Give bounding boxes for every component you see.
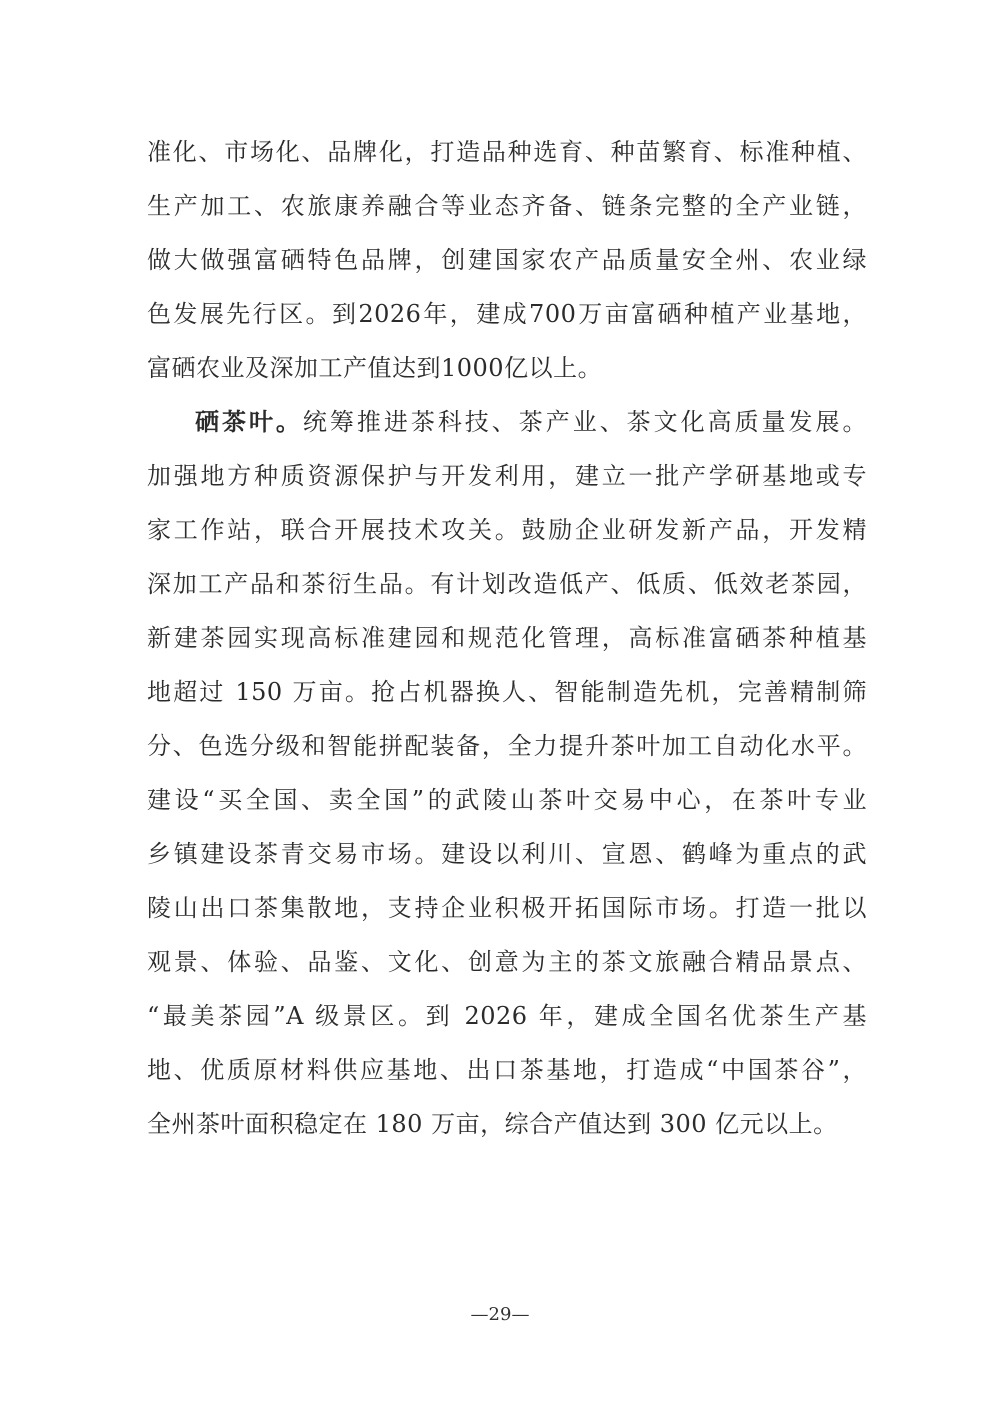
text-line: 地超过 150 万亩。抢占机器换人、智能制造先机，完善精制筛 [147, 678, 867, 706]
text-line: 建设“买全国、卖全国”的武陵山茶叶交易中心，在茶叶专业 [147, 786, 867, 814]
text-line: 做大做强富硒特色品牌，创建国家农产品质量安全州、农业绿 [147, 246, 867, 274]
text-line: 生产加工、农旅康养融合等业态齐备、链条完整的全产业链， [147, 192, 867, 220]
text-line: 观景、体验、品鉴、文化、创意为主的茶文旅融合精品景点、 [147, 948, 867, 976]
page-number: —29— [470, 1304, 530, 1325]
paragraph-1 [147, 125, 867, 395]
text-line: 准化、市场化、品牌化，打造品种选育、种苗繁育、标准种植、 [147, 138, 867, 166]
text-line: 富硒农业及深加工产值达到1000亿以上。 [147, 354, 603, 382]
text-line: 色发展先行区。到2026年，建成700万亩富硒种植产业基地， [147, 300, 867, 328]
body-text [147, 125, 867, 1151]
text-line: 地、优质原材料供应基地、出口茶基地，打造成“中国茶谷”， [147, 1056, 867, 1084]
text-line: 全州茶叶面积稳定在 180 万亩，综合产值达到 300 亿元以上。 [147, 1110, 838, 1138]
heading-line-text: 统筹推进茶科技、茶产业、茶文化高质量发展。 [302, 408, 867, 436]
text-line: 陵山出口茶集散地，支持企业积极开拓国际市场。打造一批以 [147, 894, 867, 922]
text-line: 乡镇建设茶青交易市场。建设以利川、宣恩、鹤峰为重点的武 [147, 840, 867, 868]
text-line: 分、色选分级和智能拼配装备，全力提升茶叶加工自动化水平。 [147, 732, 867, 760]
text-line: “最美茶园”A 级景区。到 2026 年，建成全国名优茶生产基 [147, 1002, 867, 1030]
paragraph-2 [147, 395, 867, 1151]
text-line: 新建茶园实现高标准建园和规范化管理，高标准富硒茶种植基 [147, 624, 867, 652]
text-line: 深加工产品和茶衍生品。有计划改造低产、低质、低效老茶园， [147, 570, 867, 598]
text-line: 家工作站，联合开展技术攻关。鼓励企业研发新产品，开发精 [147, 516, 867, 544]
section-heading: 硒茶叶。 [195, 407, 303, 436]
text-line [147, 395, 867, 449]
text-line: 加强地方种质资源保护与开发利用，建立一批产学研基地或专 [147, 462, 867, 490]
